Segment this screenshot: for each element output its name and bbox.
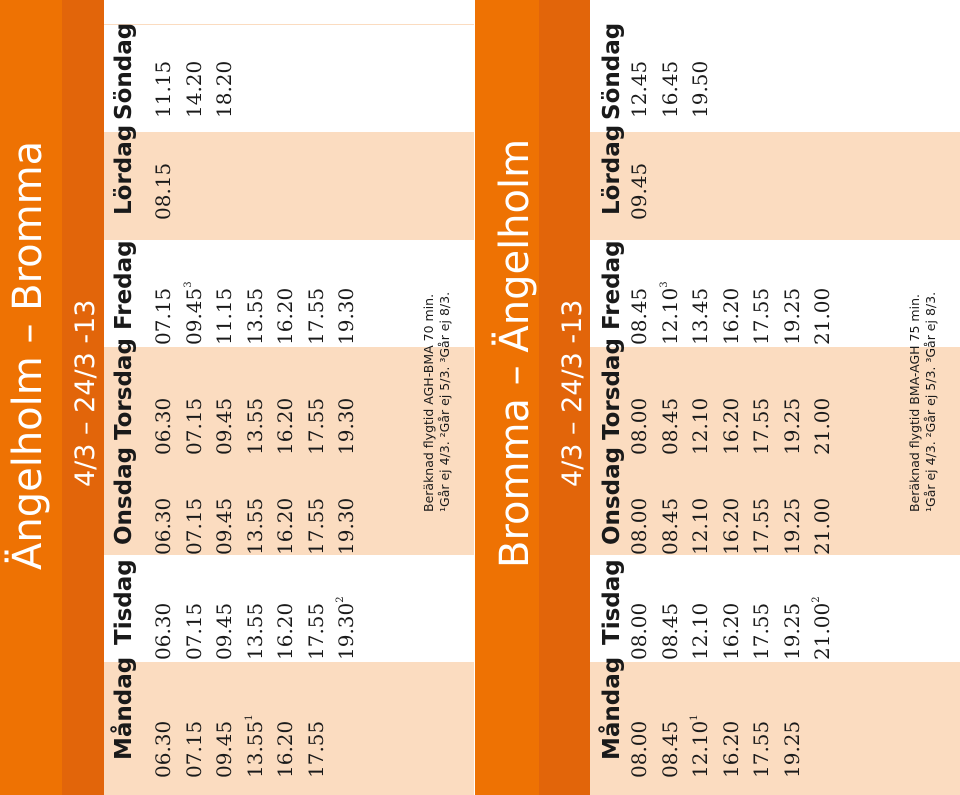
day-header: Söndag: [111, 22, 137, 120]
time-value: 21.00: [810, 287, 834, 345]
day-header: Lördag: [111, 124, 137, 215]
footnote-exceptions: ¹Går ej 4/3. ²Går ej 5/3. ³Går ej 8/3.: [923, 291, 938, 512]
time-value: 08.45: [657, 602, 682, 660]
departure-time: [750, 288, 772, 345]
time-value: 08.45: [657, 497, 682, 555]
departure-time: [689, 714, 711, 778]
footnote-flight-time: Beräknad flygtid AGH-BMA 70 min.: [421, 293, 436, 512]
time-value: 06.30: [151, 720, 175, 778]
time-value: 13.45: [688, 287, 712, 345]
time-value: 12.10: [657, 287, 682, 345]
day-header: Torsdag: [111, 338, 137, 440]
time-value: 07.15: [151, 287, 175, 345]
departure-time: [628, 288, 650, 345]
departure-time: [811, 398, 833, 455]
departure-time: [689, 603, 711, 660]
departure-time: [274, 603, 296, 660]
time-value: 17.55: [303, 497, 328, 555]
time-value: 17.55: [749, 287, 773, 345]
time-value: 19.25: [779, 287, 804, 345]
day-header: Tisdag: [111, 559, 137, 645]
day-header: Lördag: [599, 124, 625, 215]
departure-time: [152, 603, 174, 660]
day-header: Torsdag: [599, 338, 625, 440]
departure-time: [811, 498, 833, 555]
time-value: 21.00: [810, 497, 834, 555]
time-value: 16.20: [273, 720, 297, 778]
departure-time: [213, 398, 235, 455]
departure-time: [183, 398, 205, 455]
time-value: 13.55: [242, 497, 267, 555]
footnote-marker: 3: [182, 281, 194, 288]
time-value: 06.30: [151, 497, 175, 555]
footnote-marker: 3: [658, 281, 670, 288]
departure-time: [781, 288, 803, 345]
departure-time: [689, 288, 711, 345]
departure-time: [689, 61, 711, 118]
time-value: 16.20: [273, 602, 297, 660]
time-value: 08.00: [627, 720, 651, 778]
departure-time: [628, 603, 650, 660]
time-value: 17.55: [749, 497, 773, 555]
footnote-marker: 1: [689, 714, 701, 721]
time-value: 09.45: [181, 287, 206, 345]
time-value: 19.30: [334, 602, 358, 660]
time-value: 19.30: [334, 287, 358, 345]
departure-time: [152, 163, 174, 220]
departure-time: [720, 498, 742, 555]
departure-time: [213, 61, 235, 118]
departure-time: [750, 721, 772, 778]
departure-time: [152, 721, 174, 778]
time-value: 13.55: [242, 602, 267, 660]
time-value: 16.20: [718, 497, 743, 555]
time-value: 19.30: [334, 397, 358, 455]
time-value: 07.15: [181, 720, 206, 778]
time-value: 08.45: [657, 720, 682, 778]
time-value: 13.55: [242, 397, 267, 455]
time-value: 21.00: [810, 602, 834, 660]
time-value: 17.55: [303, 720, 328, 778]
time-value: 08.45: [627, 287, 651, 345]
time-value: 16.20: [718, 287, 743, 345]
departure-time: [274, 721, 296, 778]
departure-time: [152, 498, 174, 555]
departure-time: [781, 721, 803, 778]
time-value: 07.15: [181, 602, 206, 660]
departure-time: [152, 398, 174, 455]
time-value: 19.25: [779, 497, 804, 555]
time-value: 08.45: [657, 397, 682, 455]
departure-time: [750, 498, 772, 555]
time-value: 07.15: [181, 497, 206, 555]
departure-time: [781, 398, 803, 455]
time-value: 12.10: [688, 497, 712, 555]
departure-time: [628, 163, 650, 220]
departure-time: [659, 721, 681, 778]
time-value: 08.00: [627, 397, 651, 455]
departure-time: [335, 398, 357, 455]
stripe-sondag-1: [104, 24, 474, 25]
footnote-marker: 2: [811, 596, 823, 603]
time-value: 09.45: [212, 720, 236, 778]
departure-time: [628, 398, 650, 455]
departure-time: [781, 603, 803, 660]
time-value: 12.45: [627, 60, 651, 118]
departure-time: [305, 288, 327, 345]
footnote-exceptions: ¹Går ej 4/3. ²Går ej 5/3. ³Går ej 8/3.: [437, 291, 452, 512]
time-value: 09.45: [212, 602, 236, 660]
departure-time: [659, 398, 681, 455]
time-value: 18.20: [212, 60, 236, 118]
time-value: 08.15: [151, 162, 175, 220]
time-value: 16.20: [718, 397, 743, 455]
departure-time: [152, 288, 174, 345]
time-value: 19.25: [779, 602, 804, 660]
time-value: 19.50: [688, 60, 712, 118]
time-value: 17.55: [749, 720, 773, 778]
time-value: 09.45: [212, 397, 236, 455]
day-header: Måndag: [111, 656, 137, 760]
time-value: 17.55: [303, 287, 328, 345]
route-title: Ängelholm – Bromma: [5, 140, 51, 570]
time-value: 06.30: [151, 397, 175, 455]
departure-time: [152, 61, 174, 118]
departure-time: [183, 603, 205, 660]
time-value: 19.25: [779, 720, 804, 778]
departure-time: [659, 603, 681, 660]
day-header: Tisdag: [599, 559, 625, 645]
route-title: Bromma – Ängelholm: [492, 138, 538, 568]
time-value: 21.00: [810, 397, 834, 455]
departure-time: [335, 288, 357, 345]
departure-time: [183, 281, 205, 345]
departure-time: [305, 398, 327, 455]
time-value: 16.20: [273, 397, 297, 455]
departure-time: [244, 498, 266, 555]
departure-time: [244, 603, 266, 660]
departure-time: [274, 398, 296, 455]
time-value: 16.20: [273, 287, 297, 345]
time-value: 17.55: [303, 397, 328, 455]
time-value: 11.15: [151, 60, 175, 118]
time-value: 14.20: [181, 60, 206, 118]
departure-time: [659, 281, 681, 345]
departure-time: [659, 498, 681, 555]
footnote-marker: 2: [335, 596, 347, 603]
departure-time: [305, 603, 327, 660]
departure-time: [183, 498, 205, 555]
departure-time: [244, 398, 266, 455]
departure-time: [689, 498, 711, 555]
day-header: Onsdag: [599, 446, 625, 545]
period-label: 4/3 – 24/3 -13: [557, 299, 588, 487]
footnote-marker: 1: [243, 714, 255, 721]
day-header: Måndag: [599, 656, 625, 760]
day-header: Onsdag: [111, 446, 137, 545]
day-header: Fredag: [111, 240, 137, 330]
time-value: 17.55: [749, 397, 773, 455]
time-value: 16.45: [657, 60, 682, 118]
departure-time: [335, 596, 357, 660]
departure-time: [335, 498, 357, 555]
departure-time: [781, 498, 803, 555]
departure-time: [659, 61, 681, 118]
time-value: 09.45: [627, 162, 651, 220]
time-value: 08.00: [627, 602, 651, 660]
departure-time: [628, 498, 650, 555]
time-value: 06.30: [151, 602, 175, 660]
departure-time: [689, 398, 711, 455]
time-value: 16.20: [718, 720, 743, 778]
departure-time: [720, 398, 742, 455]
time-value: 12.10: [688, 397, 712, 455]
time-value: 08.00: [627, 497, 651, 555]
time-value: 17.55: [303, 602, 328, 660]
departure-time: [628, 61, 650, 118]
day-header: Fredag: [599, 240, 625, 330]
time-value: 12.10: [688, 720, 712, 778]
time-value: 19.30: [334, 497, 358, 555]
time-value: 16.20: [718, 602, 743, 660]
time-value: 12.10: [688, 602, 712, 660]
departure-time: [750, 603, 772, 660]
departure-time: [720, 603, 742, 660]
day-header: Söndag: [599, 22, 625, 120]
departure-time: [183, 721, 205, 778]
departure-time: [213, 603, 235, 660]
time-value: 13.55: [242, 287, 267, 345]
time-value: 13.55: [242, 720, 267, 778]
departure-time: [628, 721, 650, 778]
departure-time: [305, 721, 327, 778]
departure-time: [750, 398, 772, 455]
time-value: 11.15: [212, 287, 236, 345]
time-value: 09.45: [212, 497, 236, 555]
departure-time: [305, 498, 327, 555]
time-value: 17.55: [749, 602, 773, 660]
departure-time: [213, 498, 235, 555]
departure-time: [811, 596, 833, 660]
departure-time: [213, 721, 235, 778]
departure-time: [274, 498, 296, 555]
departure-time: [213, 288, 235, 345]
departure-time: [244, 714, 266, 778]
departure-time: [244, 288, 266, 345]
time-value: 07.15: [181, 397, 206, 455]
period-label: 4/3 – 24/3 -13: [70, 299, 101, 487]
departure-time: [720, 288, 742, 345]
time-value: 19.25: [779, 397, 804, 455]
departure-time: [274, 288, 296, 345]
departure-time: [811, 288, 833, 345]
footnote-flight-time: Beräknad flygtid BMA-AGH 75 min.: [907, 294, 922, 512]
departure-time: [183, 61, 205, 118]
departure-time: [720, 721, 742, 778]
time-value: 16.20: [273, 497, 297, 555]
